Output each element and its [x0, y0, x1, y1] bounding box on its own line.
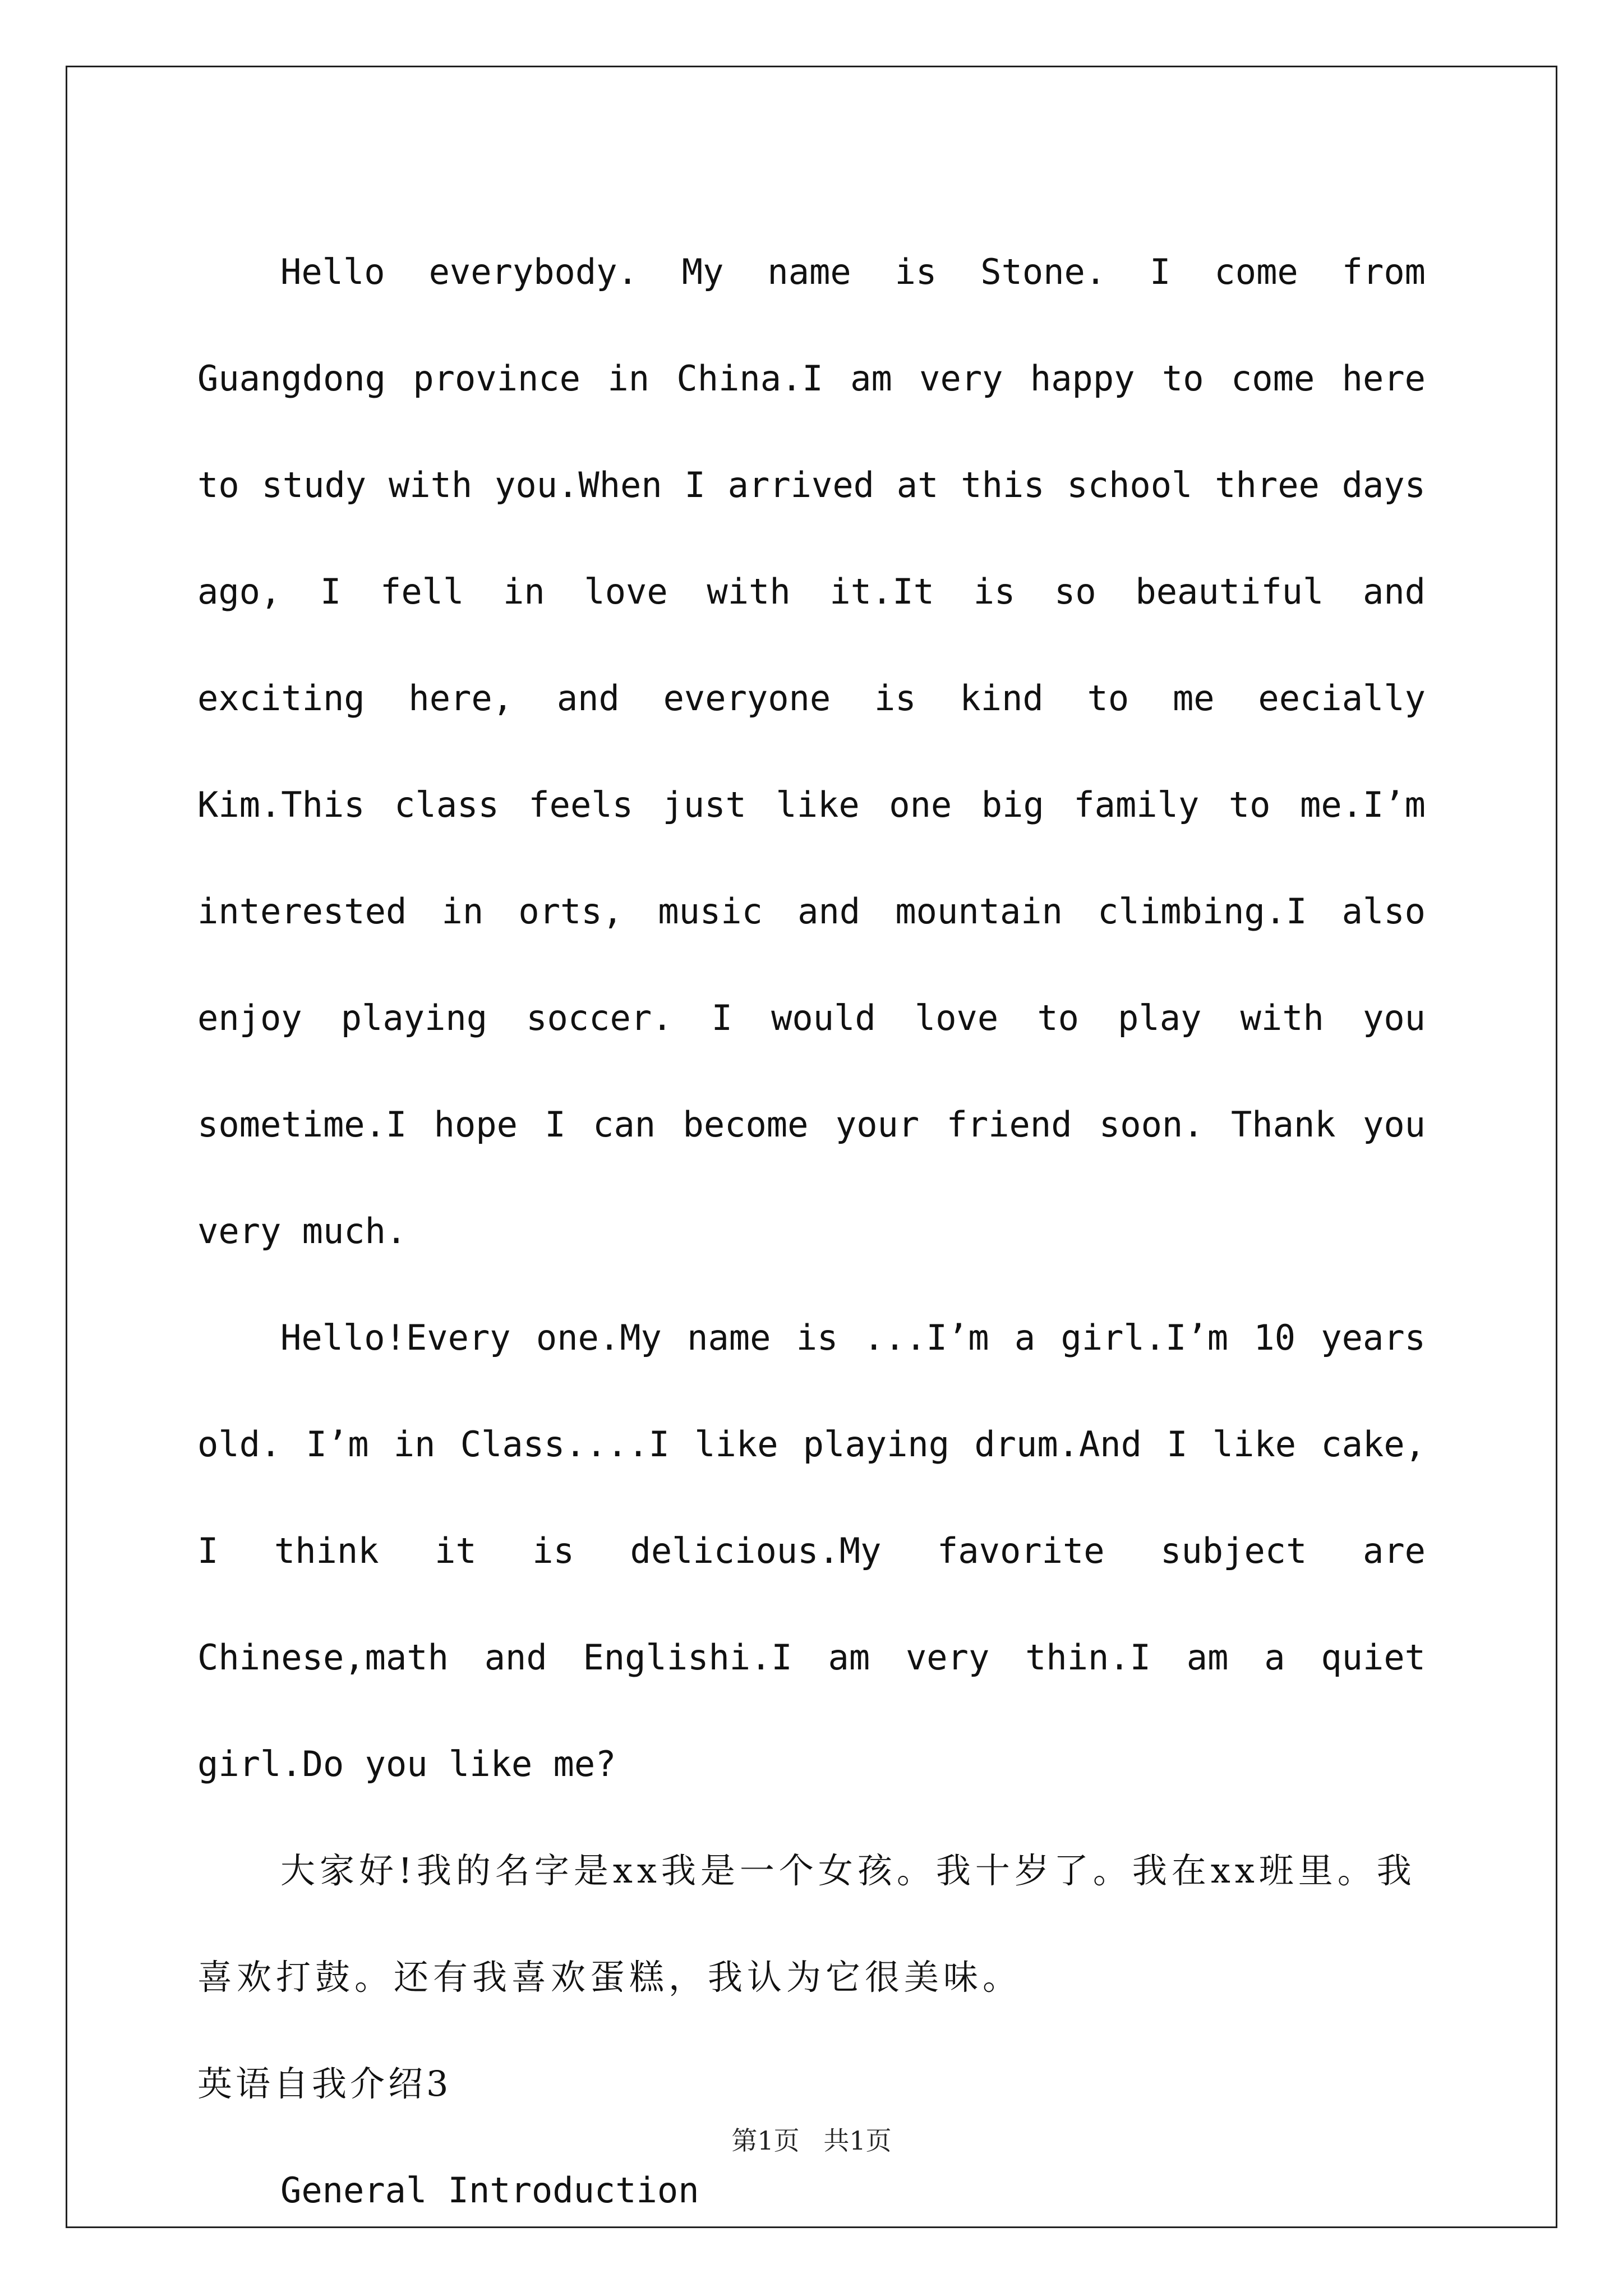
paragraph-stone-introduction: Hello everybody. My name is Stone. I come from Guangdong province in China.I am very happy to come here to study with you.When I arrived at this school three days ago, I fell in love with it.It is so beautiful and exciting here, and everyone is kind to me eecially Kim.This class feels just like one big family to me.I’m interested in orts, music and mountain climbing.I also enjoy playing soccer. I would love to play with you sometime.I hope I can become your friend soon. Thank you very much. [197, 251, 1426, 1251]
paragraph-general-introduction: General Introduction [280, 2170, 699, 2211]
page-number-current: 第1页 [731, 2125, 800, 2156]
page-number-total: 共1页 [823, 2125, 892, 2156]
section-heading: 英语自我介绍3 [197, 2063, 452, 2104]
paragraph-girl-introduction: Hello!Every one.My name is ...I’m a girl.I’m 10 years old. I’m in Class....I like playing drum.And I like cake, I think it is delicious.My favorite subject are Chinese,math and Englishi.I am very thin.I am a quiet girl.Do you like me? [197, 1317, 1426, 1784]
document-body [197, 219, 1426, 2244]
paragraph-chinese-translation: 大家好!我的名字是xx我是一个女孩。我十岁了。我在xx班里。我喜欢打鼓。还有我喜欢蛋糕，我认为它很美味。 [197, 1850, 1416, 1998]
page-footer [0, 2120, 1623, 2157]
